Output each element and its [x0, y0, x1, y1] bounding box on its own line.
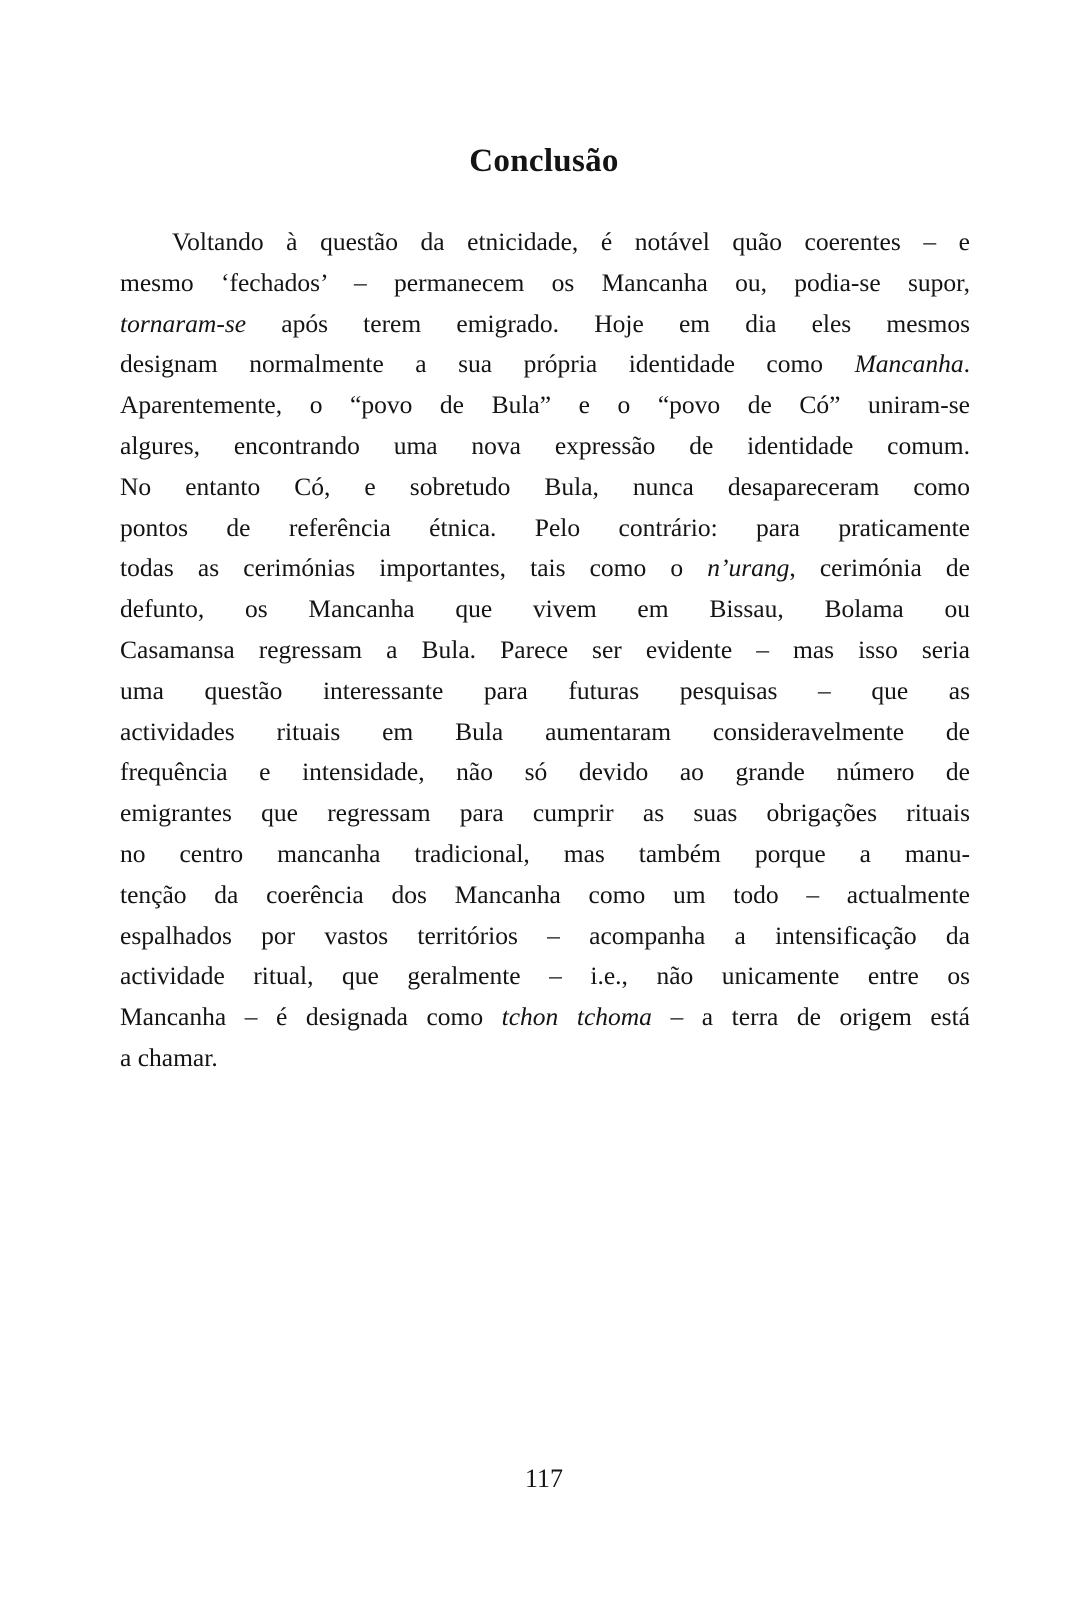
text-segment: emigrantes que regressam para cumprir as suas obrigações rituais [120, 798, 970, 828]
text-line [120, 875, 970, 916]
text-segment: . [963, 349, 970, 379]
text-segment: uma questão interessante para futuras pesquisas – que as [120, 675, 970, 705]
text-segment: Voltando à questão da etnicidade, é notável quão coerentes – e [172, 227, 970, 256]
italic-term: tchon tchoma [501, 1002, 652, 1032]
text-line [120, 712, 970, 753]
text-segment: Mancanha – é designada como [120, 1002, 502, 1032]
text-line [120, 589, 970, 630]
text-line [120, 508, 970, 549]
text-line [120, 304, 970, 345]
text-segment: actividades rituais em Bula aumentaram consideravelmente de [120, 716, 970, 746]
text-line [120, 793, 970, 834]
text-segment: após terem emigrado. Hoje em dia eles mesmos [246, 308, 970, 338]
italic-term: tornaram-se [120, 308, 247, 338]
body-paragraph [120, 222, 970, 1079]
text-segment: algures, encontrando uma nova expressão de identidade comum. [120, 430, 970, 460]
text-line [120, 385, 970, 426]
text-line [120, 630, 970, 671]
text-line [120, 1038, 970, 1079]
chapter-title: Conclusão [469, 143, 619, 179]
text-segment: a chamar. [120, 1042, 218, 1072]
text-segment: pontos de referência étnica. Pelo contrário: para praticamente [120, 512, 970, 542]
page-number: 117 [524, 1464, 564, 1493]
text-segment: espalhados por vastos territórios – acompanha a intensificação da [120, 920, 970, 950]
text-segment: – a terra de origem está [651, 1002, 970, 1032]
text-line [120, 671, 970, 712]
text-segment: Aparentemente, o “povo de Bula” e o “povo de Có” uniram-se [120, 390, 970, 420]
italic-term: n’urang [707, 553, 790, 583]
text-line [120, 956, 970, 997]
text-segment: defunto, os Mancanha que vivem em Bissau, Bolama ou [120, 594, 970, 624]
text-segment: designam normalmente a sua própria identidade como [120, 349, 855, 379]
text-segment: todas as cerimónias importantes, tais como o [120, 553, 708, 583]
text-line [120, 548, 970, 589]
text-segment: actividade ritual, que geralmente – i.e., não unicamente entre os [120, 961, 970, 991]
text-line [120, 222, 970, 263]
text-line [120, 467, 970, 508]
text-line [120, 997, 970, 1038]
italic-term: Mancanha [854, 349, 964, 379]
text-line [120, 344, 970, 385]
text-line [120, 834, 970, 875]
text-line [120, 752, 970, 793]
text-segment: mesmo ‘fechados’ – permanecem os Mancanha ou, podia-se supor, [120, 267, 970, 297]
text-line [120, 916, 970, 957]
text-line [120, 426, 970, 467]
text-segment: Casamansa regressam a Bula. Parece ser evidente – mas isso seria [120, 634, 970, 664]
text-segment: tenção da coerência dos Mancanha como um todo – actualmente [120, 879, 970, 909]
text-line [120, 263, 970, 304]
text-segment: No entanto Có, e sobretudo Bula, nunca desapareceram como [120, 471, 970, 501]
text-segment: no centro mancanha tradicional, mas também porque a manu- [120, 838, 970, 868]
text-segment: , cerimónia de [789, 553, 970, 583]
text-segment: frequência e intensidade, não só devido ao grande número de [120, 757, 970, 787]
